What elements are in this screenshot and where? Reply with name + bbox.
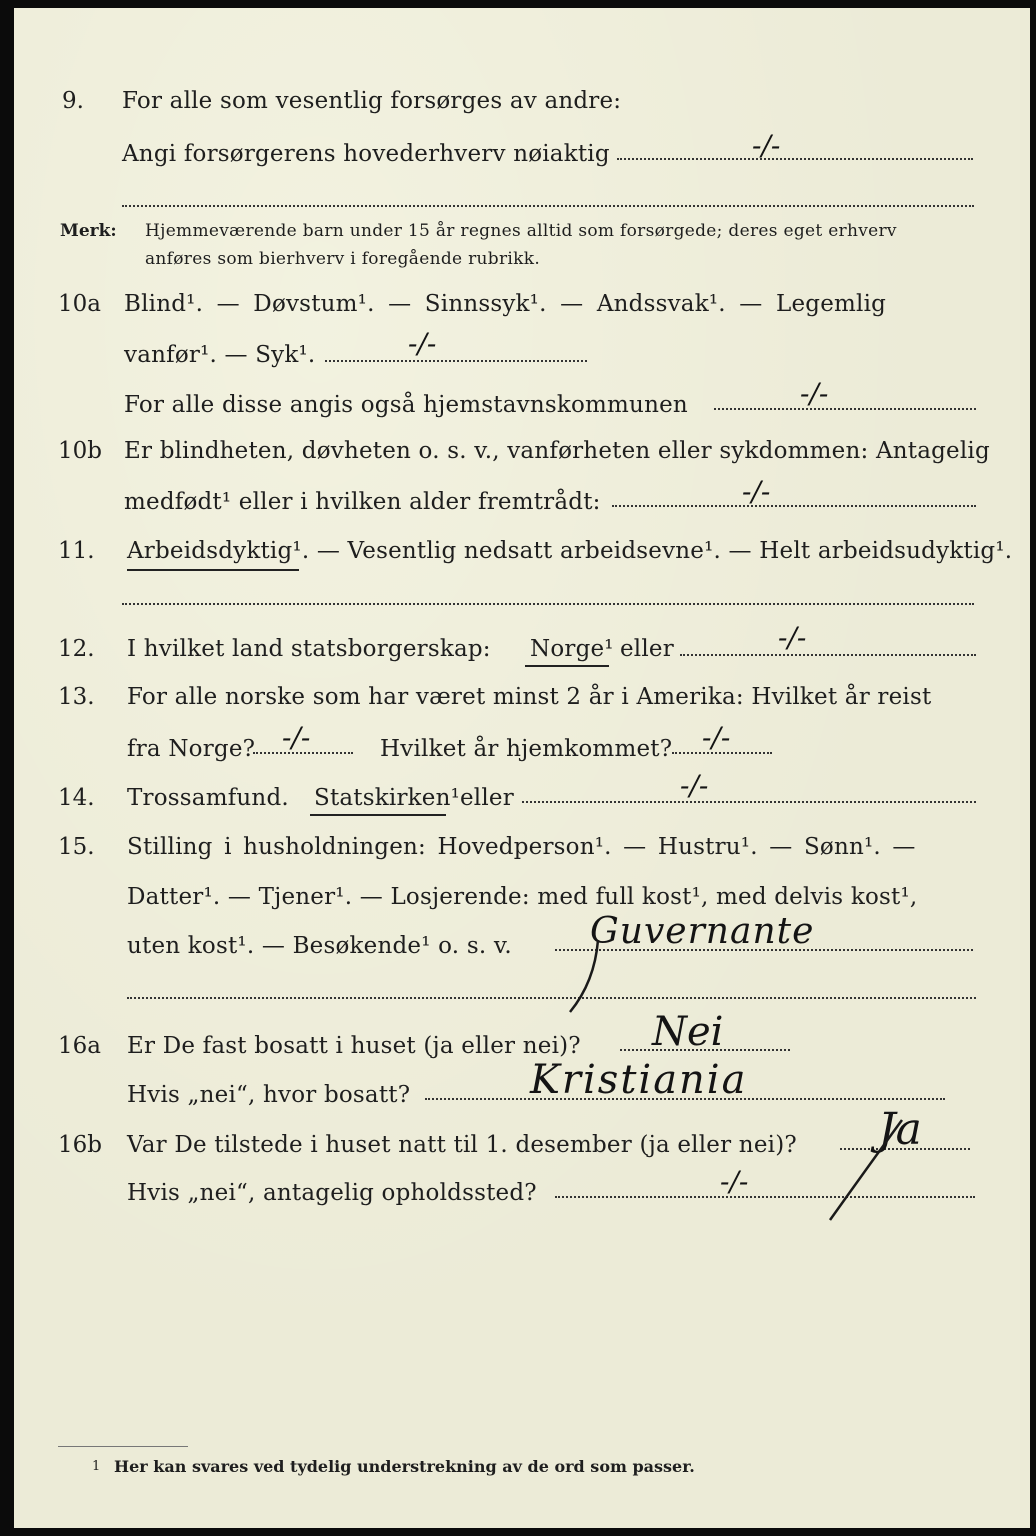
q16b-question: Var De tilstede i huset natt til 1. desember (ja eller nei)? bbox=[127, 1132, 797, 1158]
q10a-answer: -/- bbox=[408, 327, 437, 360]
q12-eller: eller bbox=[620, 636, 674, 662]
q9-question-line2: Angi forsørgerens hovederhverv nøiaktig bbox=[122, 141, 610, 167]
q16b-answer: Ja bbox=[878, 1104, 922, 1155]
handwriting-stroke bbox=[570, 940, 598, 1012]
q10a-question: Blind¹. — Døvstum¹. — Sinnssyk¹. — Andssvak¹. — Legemlig bbox=[124, 291, 887, 317]
footnote-rule bbox=[58, 1446, 188, 1447]
q11-number: 11. bbox=[58, 538, 95, 564]
q12-number: 12. bbox=[58, 636, 95, 662]
q9-question: For alle som vesentlig forsørges av andre: bbox=[122, 88, 622, 114]
q12-answer: -/- bbox=[778, 621, 807, 654]
q11-options: . — Vesentlig nedsatt arbeidsevne¹. — Helt arbeidsudyktig¹. bbox=[301, 538, 1013, 564]
q16a-question: Er De fast bosatt i huset (ja eller nei)? bbox=[127, 1033, 581, 1059]
q14-eller: eller bbox=[460, 785, 514, 811]
q10a-number: 10a bbox=[58, 291, 101, 317]
merk-label: Merk: bbox=[60, 221, 117, 241]
q10b-answer: -/- bbox=[742, 475, 771, 508]
q15-question: Stilling i husholdningen: Hovedperson¹. — Hustru¹. — Sønn¹. — bbox=[127, 834, 916, 860]
q15-question-line3: uten kost¹. — Besøkende¹ o. s. v. bbox=[127, 933, 512, 959]
q10b-question: Er blindheten, døvheten o. s. v., vanførheten eller sykdommen: Antagelig bbox=[124, 438, 990, 464]
footnote-mark: 1 bbox=[92, 1459, 101, 1474]
q10a-question-line3: For alle disse angis også hjemstavnskommunen bbox=[124, 392, 688, 418]
q10b-question-line2: medfødt¹ eller i hvilken alder fremtrådt: bbox=[124, 489, 601, 515]
q13-answer-hjemkommet: -/- bbox=[702, 721, 731, 754]
q11-underlined-answer: Arbeidsdyktig¹ bbox=[127, 538, 302, 564]
merk-note-line2: anføres som bierhverv i foregående rubrikk. bbox=[145, 249, 541, 269]
q13-answer-reist: -/- bbox=[282, 721, 311, 754]
q13-question-hjemkommet: Hvilket år hjemkommet? bbox=[380, 736, 673, 762]
q16b-number: 16b bbox=[58, 1132, 102, 1158]
footnote-text: Her kan svares ved tydelig understrekning av de ord som passer. bbox=[114, 1457, 695, 1476]
q16a-answer-bosatt: Kristiania bbox=[530, 1057, 748, 1103]
q12-underlined-answer: Norge¹ bbox=[530, 636, 614, 662]
q13-number: 13. bbox=[58, 684, 95, 710]
q12-question: I hvilket land statsborgerskap: bbox=[127, 636, 491, 662]
q15-answer: Guvernante bbox=[590, 911, 815, 952]
q16a-answer: Nei bbox=[652, 1009, 724, 1055]
q13-question: For alle norske som har været minst 2 år i Amerika: Hvilket år reist bbox=[127, 684, 932, 710]
q16a-number: 16a bbox=[58, 1033, 101, 1059]
q16b-question-line2: Hvis „nei“, antagelig opholdssted? bbox=[127, 1180, 537, 1206]
handwriting-stroke bbox=[830, 1120, 902, 1220]
q10a-answer-hjemstavn: -/- bbox=[800, 377, 829, 410]
q10b-number: 10b bbox=[58, 438, 102, 464]
q13-question-line2: fra Norge? bbox=[127, 736, 256, 762]
q9-answer: -/- bbox=[752, 129, 781, 162]
q10a-question-line2: vanfør¹. — Syk¹. bbox=[124, 342, 316, 368]
q14-number: 14. bbox=[58, 785, 95, 811]
q16a-question-line2: Hvis „nei“, hvor bosatt? bbox=[127, 1082, 411, 1108]
q14-underlined-answer: Statskirken¹ bbox=[314, 785, 461, 811]
q14-answer: -/- bbox=[680, 769, 709, 802]
q9-number: 9. bbox=[62, 88, 84, 114]
q14-question: Trossamfund. bbox=[127, 785, 289, 811]
merk-note: Hjemmeværende barn under 15 år regnes alltid som forsørgede; deres eget erhverv bbox=[145, 221, 897, 241]
q15-question-line2: Datter¹. — Tjener¹. — Losjerende: med full kost¹, med delvis kost¹, bbox=[127, 884, 918, 910]
q15-number: 15. bbox=[58, 834, 95, 860]
q16b-answer-opholdssted: -/- bbox=[720, 1165, 749, 1198]
